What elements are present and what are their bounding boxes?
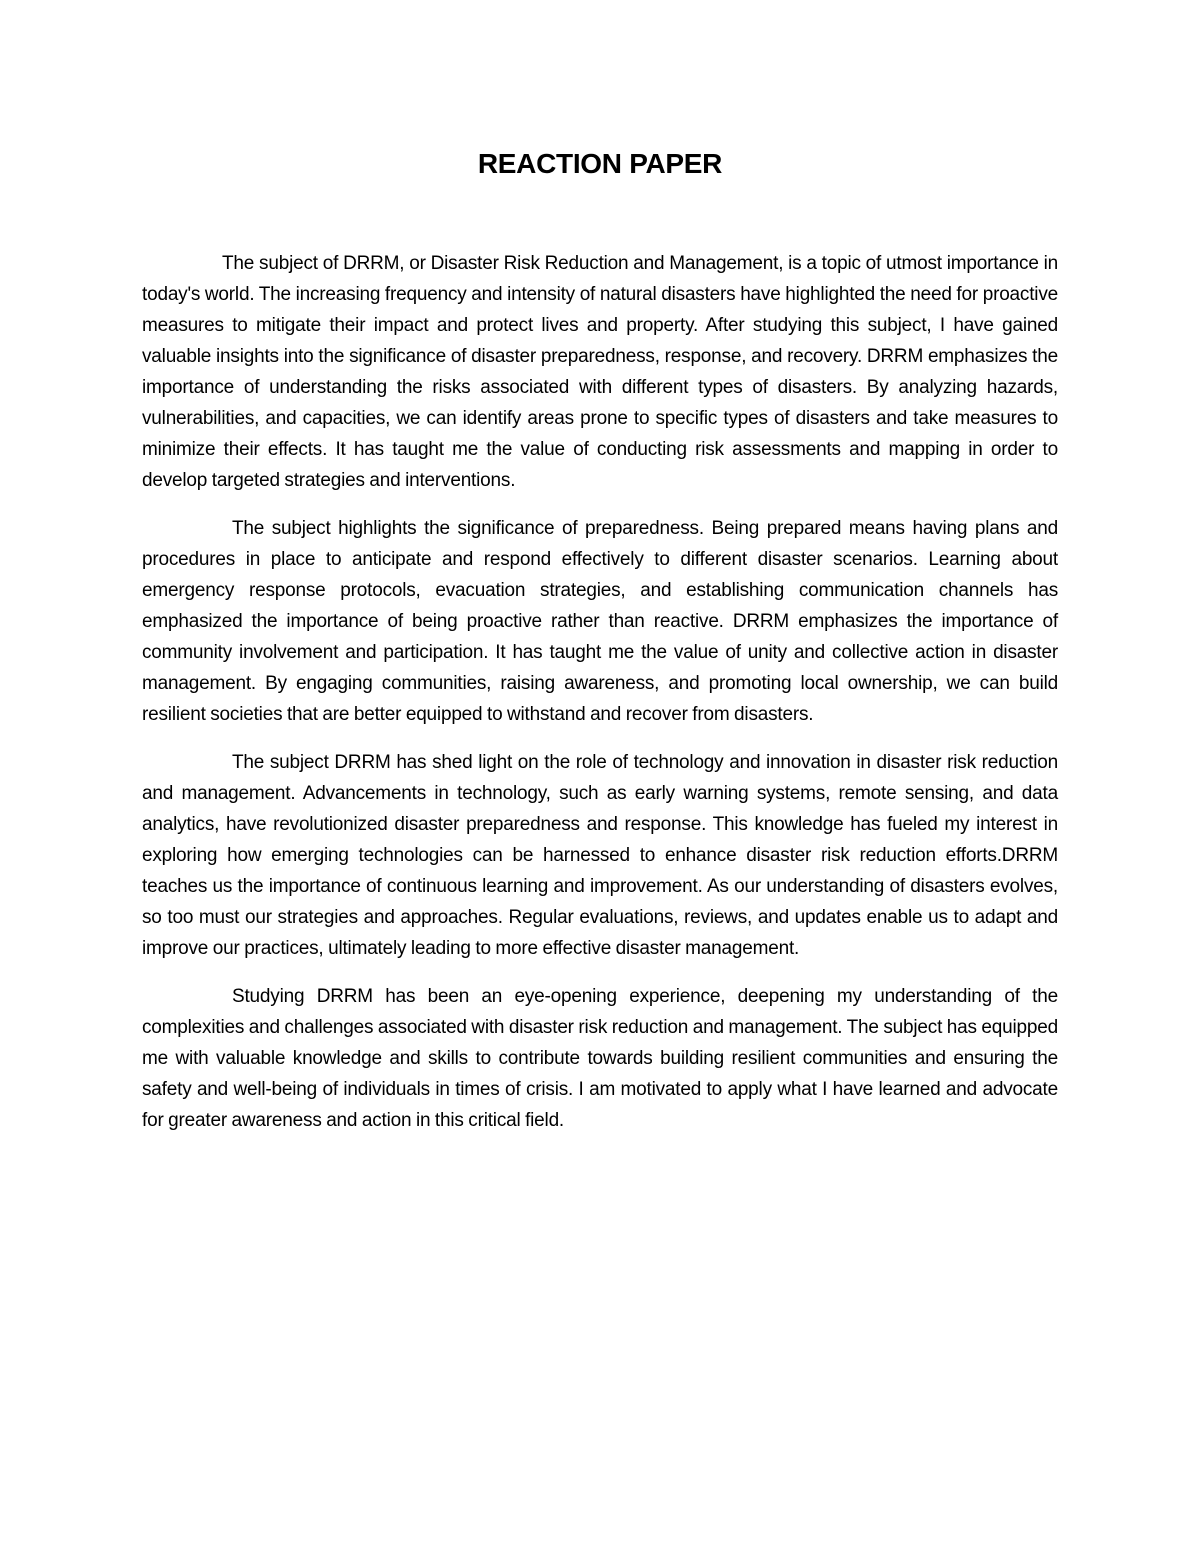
paragraph-4: Studying DRRM has been an eye-opening experience, deepening my understanding of the complexities and challenges associated with disaster risk reduction and management. The subject has equipped me with valuable knowledge and skills to contribute towards building resilient communities and ensuring the safety and well-being of individuals in times of crisis. I am motivated to apply what I have learned and advocate for greater awareness and action in this critical field. [142, 986, 1058, 1131]
paragraph-1: The subject of DRRM, or Disaster Risk Reduction and Management, is a topic of utmost importance in today's world. The increasing frequency and intensity of natural disasters have highlighted the need for proactive measures to mitigate their impact and protect lives and property. After studying this subject, I have gained valuable insights into the significance of disaster preparedness, response, and recovery. DRRM emphasizes the importance of understanding the risks associated with different types of disasters. By analyzing hazards, vulnerabilities, and capacities, we can identify areas prone to specific types of disasters and take measures to minimize their effects. It has taught me the value of conducting risk assessments and mapping in order to develop targeted strategies and interventions. [142, 253, 1058, 491]
paragraph-3: The subject DRRM has shed light on the role of technology and innovation in disaster risk reduction and management. Advancements in technology, such as early warning systems, remote sensing, and data analytics, have revolutionized disaster preparedness and response. This knowledge has fueled my interest in exploring how emerging technologies can be harnessed to enhance disaster risk reduction efforts.DRRM teaches us the importance of continuous learning and improvement. As our understanding of disasters evolves, so too must our strategies and approaches. Regular evaluations, reviews, and updates enable us to adapt and improve our practices, ultimately leading to more effective disaster management. [142, 752, 1058, 959]
page-title: REACTION PAPER [477, 148, 723, 179]
paragraph-2: The subject highlights the significance of preparedness. Being prepared means having plans and procedures in place to anticipate and respond effectively to different disaster scenarios. Learning about emergency response protocols, evacuation strategies, and establishing communication channels has emphasized the importance of being proactive rather than reactive. DRRM emphasizes the importance of community involvement and participation. It has taught me the value of unity and collective action in disaster management. By engaging communities, raising awareness, and promoting local ownership, we can build resilient societies that are better equipped to withstand and recover from disasters. [142, 518, 1058, 725]
document-body [142, 248, 1058, 1153]
